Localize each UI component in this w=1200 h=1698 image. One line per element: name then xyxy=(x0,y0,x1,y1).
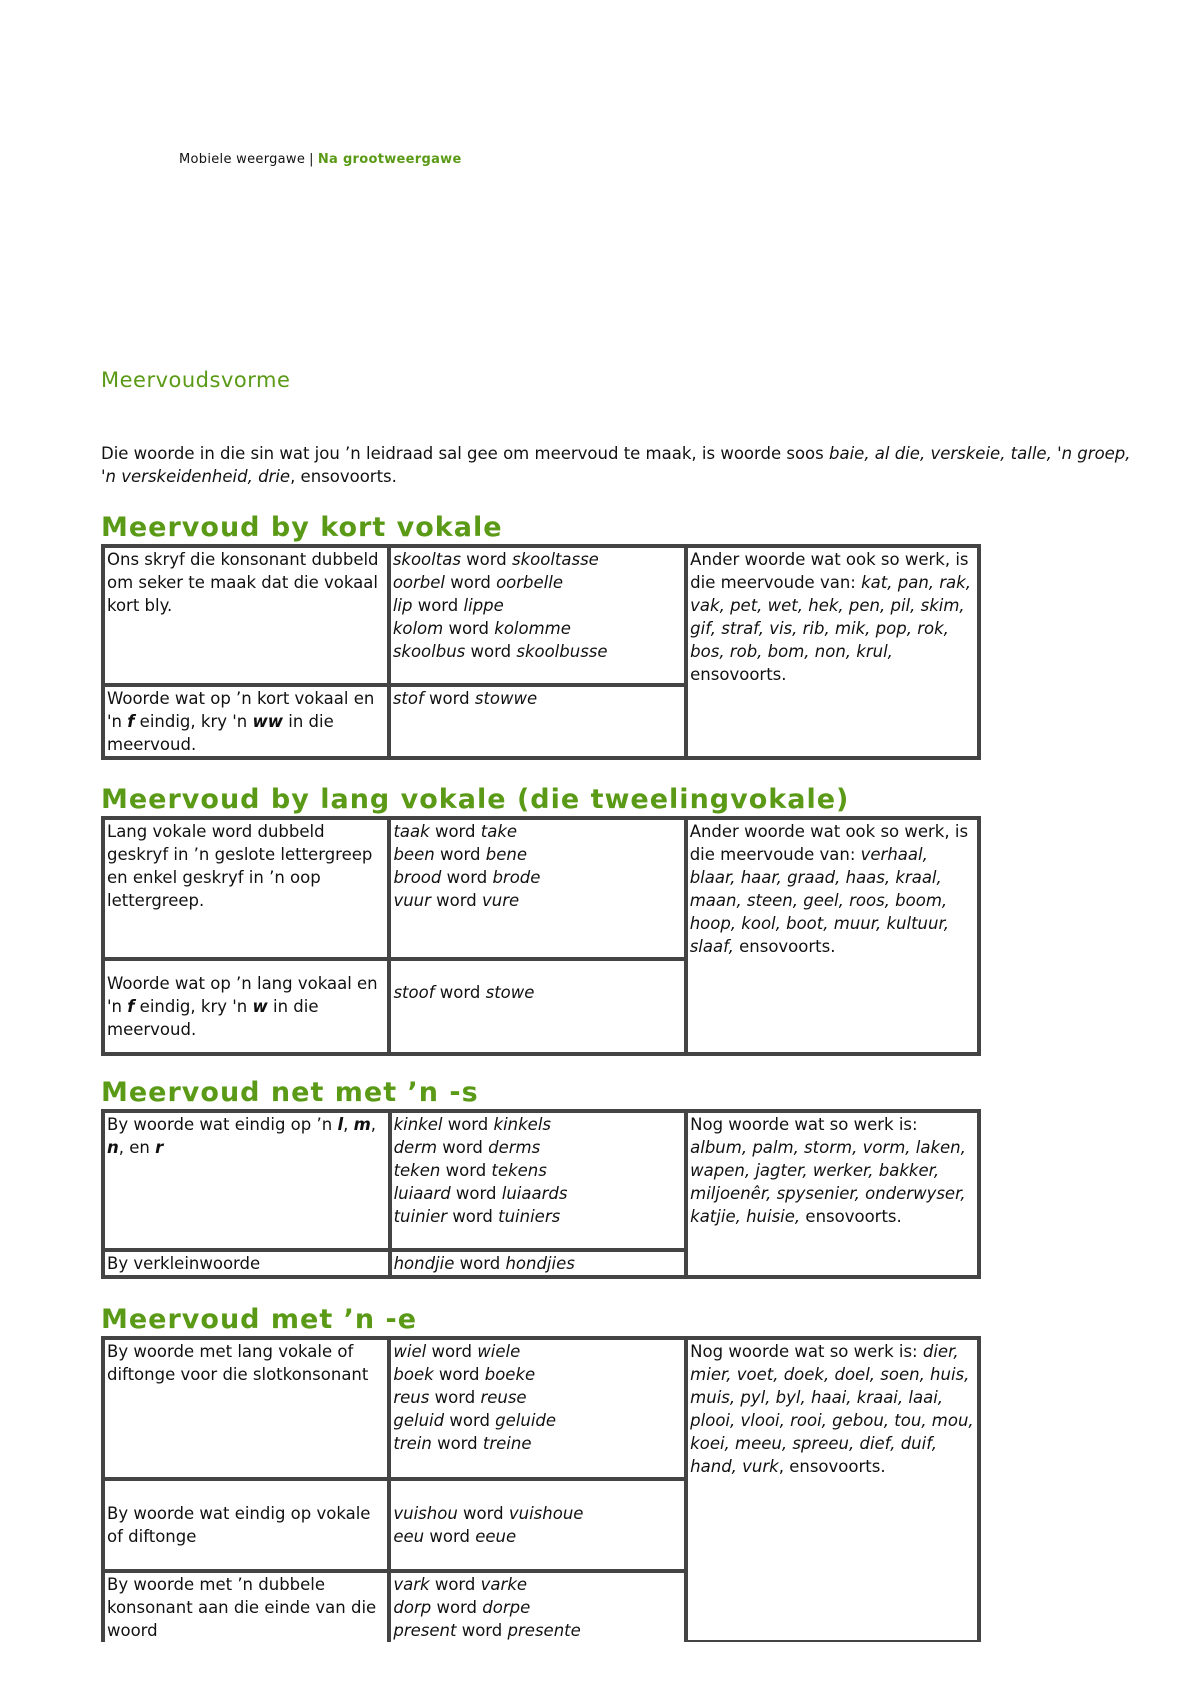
other-words-cell xyxy=(686,818,979,1054)
example-line: stof word stowwe xyxy=(392,689,538,708)
table-net-s xyxy=(101,1109,981,1279)
example-line: tuinier word tuiniers xyxy=(393,1207,561,1226)
mobile-view-label: Mobiele weergawe xyxy=(179,152,306,167)
intro-examples: baie, al die, verskeie, talle, 'n groep, 'n verskeidenheid, drie xyxy=(101,444,1131,486)
example-line: skooltas word skooltasse xyxy=(392,550,599,569)
other-end: , ensovoorts. xyxy=(778,1457,886,1476)
example-line: stoof word stowe xyxy=(393,983,535,1002)
other-words: kat, pan, rak, vak, pet, wet, hek, pen, pil, skim, gif, straf, vis, rib, mik, pop, rok, bos, rob, bom, non, krul, xyxy=(690,573,971,661)
intro-end: , ensovoorts. xyxy=(290,467,397,486)
other-end: ensovoorts. xyxy=(690,665,787,684)
rule-cell: By woorde met ’n dubbele konsonant aan die einde van die woord xyxy=(103,1571,389,1642)
example-line: teken word tekens xyxy=(393,1161,547,1180)
example-line: boek word boeke xyxy=(393,1365,536,1384)
example-line: lip word lippe xyxy=(392,596,504,615)
example-line: oorbel word oorbelle xyxy=(392,573,563,592)
other-end: ensovoorts. xyxy=(805,1207,902,1226)
examples-cell xyxy=(389,1571,686,1642)
other-intro: Nog woorde wat so werk is: xyxy=(690,1342,918,1361)
example-line: present word presente xyxy=(393,1621,581,1640)
section-title-net-s: Meervoud net met ’n -s xyxy=(101,1077,479,1108)
example-line: been word bene xyxy=(393,845,527,864)
intro-text: Die woorde in die sin wat jou ’n leidraad sal gee om meervoud te maak, is woorde soos xyxy=(101,444,829,463)
examples-cell xyxy=(389,959,685,1054)
section-title-met-e: Meervoud met ’n -e xyxy=(101,1304,418,1335)
other-words: dier, mier, voet, doek, doel, soen, huis, muis, pyl, byl, haai, kraai, laai, plooi, vlooi, rooi, gebou, tou, mou, koei, meeu, spreeu, dief, duif, hand, vurk xyxy=(690,1342,974,1476)
desktop-view-link[interactable]: Na grootweergawe xyxy=(317,152,462,167)
example-line: trein word treine xyxy=(393,1434,532,1453)
examples-cell xyxy=(389,546,686,685)
section-title-lang-vokale: Meervoud by lang vokale (die tweelingvokale) xyxy=(101,784,850,815)
example-line: hondjie word hondjies xyxy=(393,1254,575,1273)
rule-cell: Lang vokale word dubbeld geskryf in ’n geslote lettergreep en enkel geskryf in ’n oop lettergreep. xyxy=(103,818,389,959)
separator: | xyxy=(309,152,314,167)
example-line: vark word varke xyxy=(393,1575,528,1594)
examples-cell xyxy=(389,1338,686,1479)
rule-cell: Woorde wat op ’n lang vokaal en 'n f eindig, kry 'n w in die meervoud. xyxy=(103,959,389,1054)
example-line: luiaard word luiaards xyxy=(393,1184,568,1203)
examples-cell xyxy=(389,818,685,959)
examples-cell xyxy=(390,1250,687,1277)
examples-cell xyxy=(389,685,686,758)
example-line: taak word take xyxy=(393,822,518,841)
page-title: Meervoudsvorme xyxy=(101,368,291,392)
example-line: wiel word wiele xyxy=(393,1342,521,1361)
rule-cell: By woorde met lang vokale of diftonge voor die slotkonsonant xyxy=(103,1338,389,1479)
rule-cell: Woorde wat op ’n kort vokaal en 'n f eindig, kry 'n ww in die meervoud. xyxy=(103,685,389,758)
other-words-cell xyxy=(686,1111,979,1277)
example-line: derm word derms xyxy=(393,1138,541,1157)
other-words: verhaal, blaar, haar, graad, haas, kraal, maan, steen, geel, roos, boom, hoop, kool, boot, muur, kultuur, slaaf, xyxy=(689,845,949,956)
example-line: eeu word eeue xyxy=(393,1527,517,1546)
example-line: vuishou word vuishoue xyxy=(393,1504,584,1523)
other-words-cell xyxy=(686,1338,979,1642)
section-title-kort-vokale: Meervoud by kort vokale xyxy=(101,512,503,543)
examples-cell xyxy=(389,1479,686,1571)
example-line: brood word brode xyxy=(393,868,541,887)
example-line: kolom word kolomme xyxy=(392,619,571,638)
table-kort-vokale xyxy=(101,544,981,760)
table-lang-vokale xyxy=(101,816,981,1056)
rule-cell: By woorde wat eindig op ’n l, m, n, en r xyxy=(103,1111,390,1250)
example-line: vuur word vure xyxy=(393,891,520,910)
example-line: geluid word geluide xyxy=(393,1411,557,1430)
examples-cell xyxy=(390,1111,687,1250)
example-line: skoolbus word skoolbusse xyxy=(392,642,608,661)
other-words-cell xyxy=(686,546,979,758)
table-met-e xyxy=(101,1336,981,1642)
rule-cell: By woorde wat eindig op vokale of diftonge xyxy=(103,1479,389,1571)
view-switcher xyxy=(179,152,462,167)
rule-cell: By verkleinwoorde xyxy=(103,1250,390,1277)
rule-cell: Ons skryf die konsonant dubbeld om seker te maak dat die vokaal kort bly. xyxy=(103,546,389,685)
example-line: reus word reuse xyxy=(393,1388,527,1407)
other-end: ensovoorts. xyxy=(739,937,836,956)
other-intro: Ander woorde wat ook so werk, is die meervoude van: xyxy=(690,550,969,592)
other-intro: Nog woorde wat so werk is: xyxy=(690,1115,918,1134)
other-intro: Ander woorde wat ook so werk, is die meervoude van: xyxy=(689,822,969,864)
example-line: dorp word dorpe xyxy=(393,1598,531,1617)
example-line: kinkel word kinkels xyxy=(393,1115,551,1134)
other-words: album, palm, storm, vorm, laken, wapen, jagter, werker, bakker, miljoenêr, spysenier, onderwyser, katjie, huisie, xyxy=(690,1138,966,1226)
intro-paragraph xyxy=(101,442,1131,488)
